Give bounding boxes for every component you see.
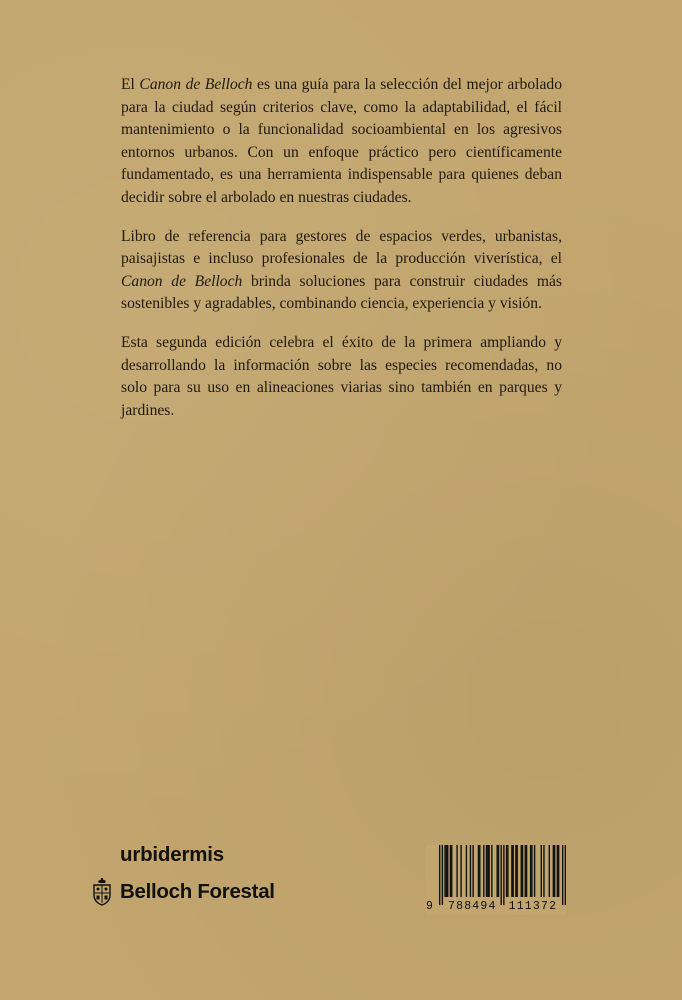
barcode-bar — [451, 845, 452, 897]
barcode-digits — [426, 900, 566, 913]
barcode-group-1: 788494 — [448, 900, 497, 913]
barcode-bar — [498, 845, 499, 897]
barcode-bar — [531, 845, 532, 897]
barcode-bar — [554, 845, 555, 897]
paragraph-run: Libro de referencia para gestores de espacios verdes, urbanistas, paisajistas e incluso profesionales de la producción viverística, el — [121, 227, 562, 268]
barcode-bar — [543, 845, 544, 897]
barcode-bar — [565, 845, 566, 905]
barcode-bar — [472, 845, 473, 897]
barcode-lead-digit: 9 — [426, 900, 433, 913]
barcode-bar — [526, 845, 527, 897]
barcode-bar — [562, 845, 563, 905]
barcode-bar — [521, 845, 522, 897]
barcode-bar — [549, 845, 550, 897]
barcode-bar — [446, 845, 447, 897]
barcode-bar — [517, 845, 518, 897]
belloch-forestal-label: Belloch Forestal — [120, 880, 275, 903]
barcode-bar — [466, 845, 467, 897]
paragraph-run: El — [121, 76, 140, 93]
barcode-bar — [530, 845, 531, 897]
barcode-bar — [447, 845, 448, 897]
barcode-bar — [439, 845, 440, 905]
barcode-bar — [503, 845, 504, 905]
barcode-bar — [515, 845, 516, 897]
barcode-bar — [488, 845, 489, 897]
crest-icon — [92, 878, 112, 906]
barcode-bar — [460, 845, 461, 897]
barcode-bar — [506, 845, 507, 897]
paragraph-2 — [121, 226, 562, 316]
barcode-bar — [507, 845, 508, 897]
barcode-bars — [439, 845, 566, 905]
barcode-bar — [522, 845, 523, 897]
barcode-bar — [456, 845, 457, 897]
barcode-bar — [479, 845, 480, 897]
barcode-bar — [486, 845, 487, 897]
isbn-barcode — [426, 845, 566, 915]
barcode-bar — [553, 845, 554, 897]
barcode-bar — [496, 845, 497, 897]
barcode-bar — [558, 845, 559, 897]
urbidermis-logo: urbidermis — [120, 843, 224, 866]
barcode-bar — [444, 845, 445, 897]
paragraph-1 — [121, 74, 562, 210]
barcode-bar — [513, 845, 514, 897]
barcode-bar — [500, 845, 501, 905]
book-title-italic: Canon de Belloch — [139, 76, 253, 93]
paragraph-3 — [121, 332, 562, 422]
paragraph-run: brinda soluciones para construir ciudades más sostenibles y agradables, combinando ciencia, experiencia y visión. — [121, 272, 562, 313]
barcode-bar — [525, 845, 526, 897]
book-title-italic: Canon de Belloch — [121, 272, 243, 290]
barcode-bar — [491, 845, 492, 897]
barcode-bar — [450, 845, 451, 897]
barcode-bar — [541, 845, 542, 897]
barcode-bar — [511, 845, 512, 897]
paragraph-run: Esta segunda edición celebra el éxito de la primera ampliando y desarrollando la información sobre las especies recomendadas, no solo para su uso en alineaciones viarias sino también en parques y jardines. — [121, 333, 562, 419]
barcode-bar — [478, 845, 479, 897]
barcode-bar — [557, 845, 558, 897]
description-text — [121, 74, 562, 422]
barcode-bar — [483, 845, 484, 897]
barcode-bar — [442, 845, 443, 905]
paragraph-run: es una guía para la selección del mejor arbolado para la ciudad según criterios clave, como la adaptabilidad, el fácil mantenimiento o la funcionalidad socioambiental en los agresivos entornos urbanos. Con un enfoque práctico pero científicamente fundamentado, es una herramienta indispensable para quienes deban decidir sobre el arbolado en nuestras ciudades. — [121, 76, 562, 206]
belloch-forestal-logo — [92, 878, 275, 906]
barcode-bar — [487, 845, 488, 897]
barcode-bar — [470, 845, 471, 897]
barcode-bar — [534, 845, 535, 897]
barcode-group-2: 111372 — [508, 900, 558, 913]
